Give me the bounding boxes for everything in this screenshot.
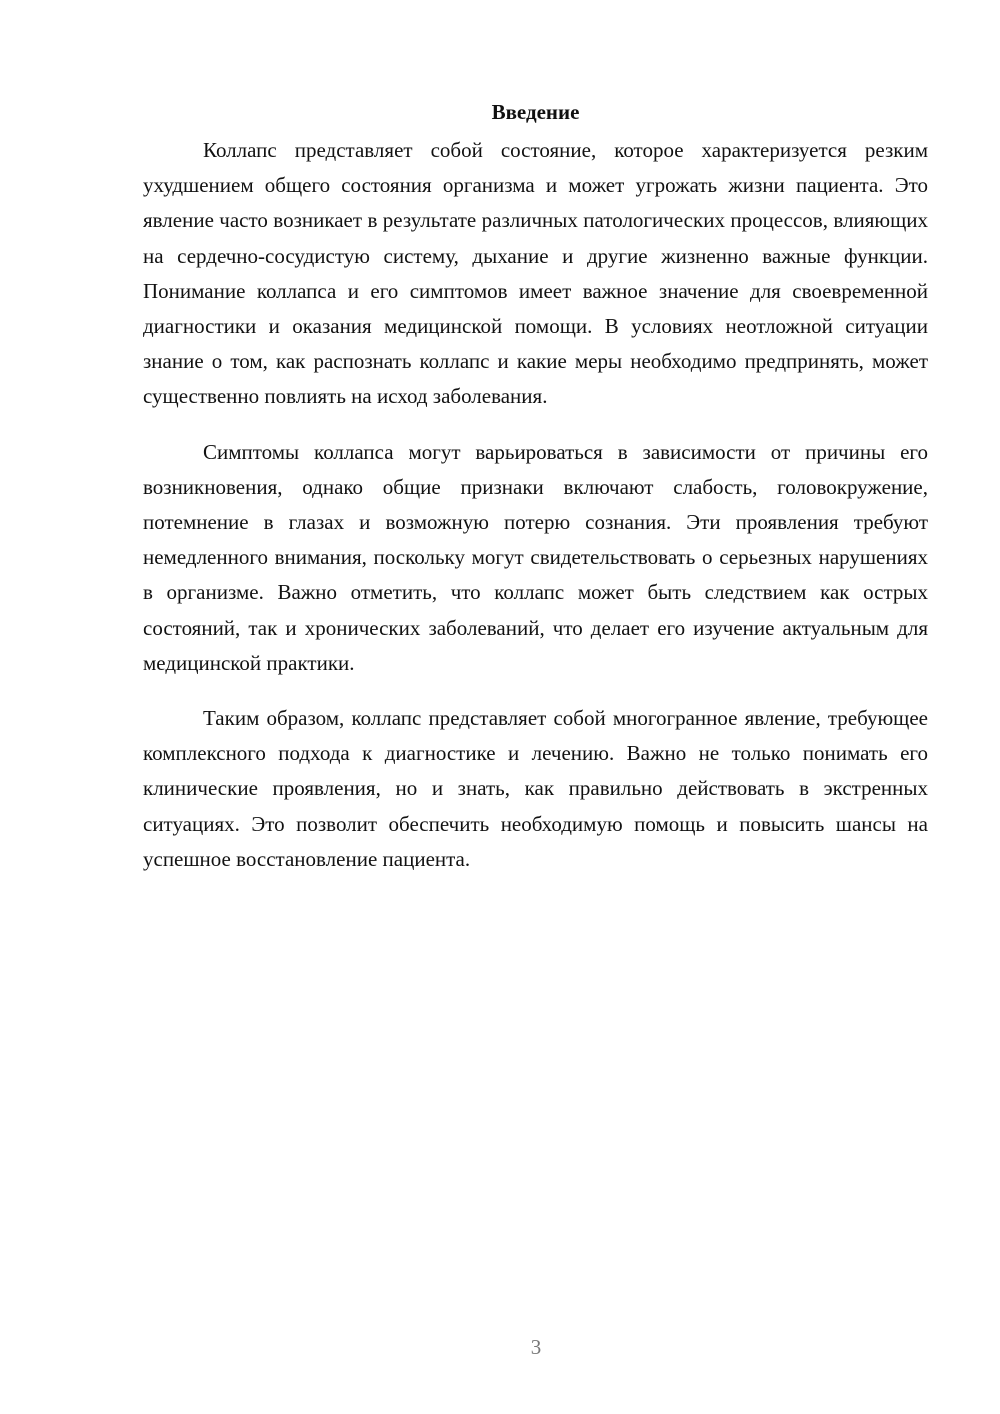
- paragraph-1: Коллапс представляет собой состояние, которое характеризуется резким ухудшением общего состояния организма и может угрожать жизни пациента. Это явление часто возникает в результате различных патологических процессов, влияющих на сердечно-сосудистую систему, дыхание и другие жизненно важные функции. Понимание коллапса и его симптомов имеет важное значение для своевременной диагностики и оказания медицинской помощи. В условиях неотложной ситуации знание о том, как распознать коллапс и какие меры необходимо предпринять, может существенно повлиять на исход заболевания.: [143, 138, 928, 409]
- paragraph-2: Симптомы коллапса могут варьироваться в зависимости от причины его возникновения, однако общие признаки включают слабость, головокружение, потемнение в глазах и возможную потерю сознания. Эти проявления требуют немедленного внимания, поскольку могут свидетельствовать о серьезных нарушениях в организме. Важно отметить, что коллапс может быть следствием как острых состояний, так и хронических заболеваний, что делает его изучение актуальным для медицинской практики.: [143, 439, 928, 675]
- section-title: Введение: [491, 100, 580, 124]
- page-content: [143, 95, 928, 897]
- page-number: 3: [530, 1335, 542, 1359]
- paragraph-3: Таким образом, коллапс представляет собой многогранное явление, требующее комплексного подхода к диагностике и лечению. Важно не только понимать его клинические проявления, но и знать, как правильно действовать в экстренных ситуациях. Это позволит обеспечить необходимую помощь и повысить шансы на успешное восстановление пациента.: [143, 706, 928, 871]
